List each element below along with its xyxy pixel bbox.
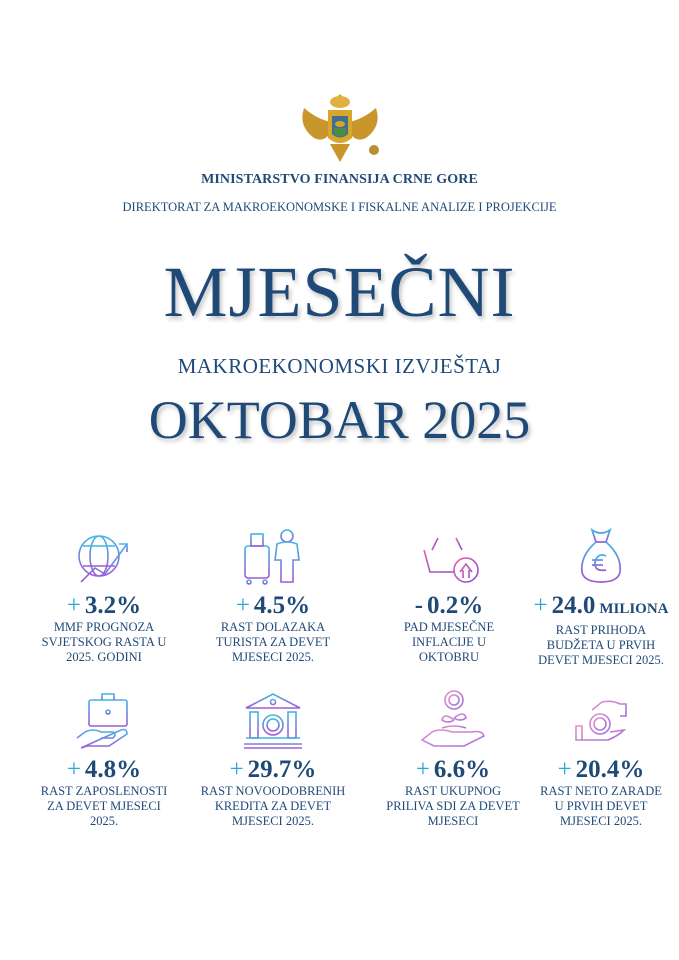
indicator-card: + 20.4% RAST NETO ZARADE U PRVIH DEVET MJESECI 2025. bbox=[516, 686, 679, 829]
indicator-value: 3.2% bbox=[84, 592, 142, 619]
indicator-description: RAST ZAPOSLENOSTI ZA DEVET MJESECI 2025. bbox=[40, 784, 168, 828]
hand-plant-euro-icon bbox=[368, 686, 538, 750]
report-subtitle: MAKROEKONOMSKI IZVJEŠTAJ bbox=[177, 354, 502, 378]
shopping-basket-icon bbox=[364, 522, 534, 586]
directorate-name: DIREKTORAT ZA MAKROEKONOMSKE I FISKALNE ANALIZE I PROJEKCIJE bbox=[122, 200, 557, 214]
indicator-description: RAST DOLAZAKA TURISTA ZA DEVET MJESECI 2025. bbox=[215, 620, 331, 664]
indicator-value: 24.0 bbox=[551, 592, 596, 619]
indicator-card: + 6.6% RAST UKUPNOG PRILIVA SDI ZA DEVET MJESECI bbox=[368, 686, 538, 829]
hands-euro-coin-icon bbox=[516, 686, 679, 750]
indicator-card: + 29.7% RAST NOVOODOBRENIH KREDITA ZA DEVET MJESECI 2025. bbox=[188, 686, 358, 829]
indicator-description: MMF PROGNOZA SVJETSKOG RASTA U 2025. GODINI bbox=[41, 620, 167, 664]
indicator-value: 20.4% bbox=[575, 756, 645, 783]
indicator-value: 4.8% bbox=[84, 756, 142, 783]
money-bag-euro-icon bbox=[516, 522, 679, 586]
indicator-card: - 0.2% PAD MJESEČNE INFLACIJE U OKTOBRU bbox=[364, 522, 534, 665]
report-title: MJESEČNI bbox=[163, 252, 516, 332]
indicator-description: PAD MJESEČNE INFLACIJE U OKTOBRU bbox=[403, 620, 495, 664]
coat-of-arms-icon bbox=[294, 86, 386, 168]
indicator-card: + 4.5% RAST DOLAZAKA TURISTA ZA DEVET MJESECI 2025. bbox=[188, 522, 358, 665]
briefcase-hand-icon bbox=[19, 686, 189, 750]
ministry-name: MINISTARSTVO FINANSIJA CRNE GORE bbox=[201, 172, 478, 187]
indicator-description: RAST PRIHODA BUDŽETA U PRVIH DEVET MJESECI 2025. bbox=[538, 623, 664, 667]
bank-euro-icon bbox=[188, 686, 358, 750]
indicator-description: RAST NOVOODOBRENIH KREDITA ZA DEVET MJESECI 2025. bbox=[200, 784, 346, 828]
indicator-card: + 3.2% MMF PROGNOZA SVJETSKOG RASTA U 2025. GODINI bbox=[19, 522, 189, 665]
indicator-value: 4.5% bbox=[253, 592, 311, 619]
indicator-value: 6.6% bbox=[433, 756, 491, 783]
globe-growth-icon bbox=[19, 522, 189, 586]
indicator-card: + 24.0 MILIONA RAST PRIHODA BUDŽETA U PRVIH DEVET MJESECI 2025. bbox=[516, 522, 679, 668]
indicator-description: RAST NETO ZARADE U PRVIH DEVET MJESECI 2025. bbox=[540, 784, 662, 828]
tourist-luggage-icon bbox=[188, 522, 358, 586]
report-date: OKTOBAR 2025 bbox=[148, 390, 531, 450]
indicator-value: 0.2% bbox=[427, 592, 484, 619]
indicator-card: + 4.8% RAST ZAPOSLENOSTI ZA DEVET MJESECI 2025. bbox=[19, 686, 189, 829]
indicator-value: 29.7% bbox=[247, 756, 317, 783]
indicator-description: RAST UKUPNOG PRILIVA SDI ZA DEVET MJESECI bbox=[386, 784, 520, 828]
